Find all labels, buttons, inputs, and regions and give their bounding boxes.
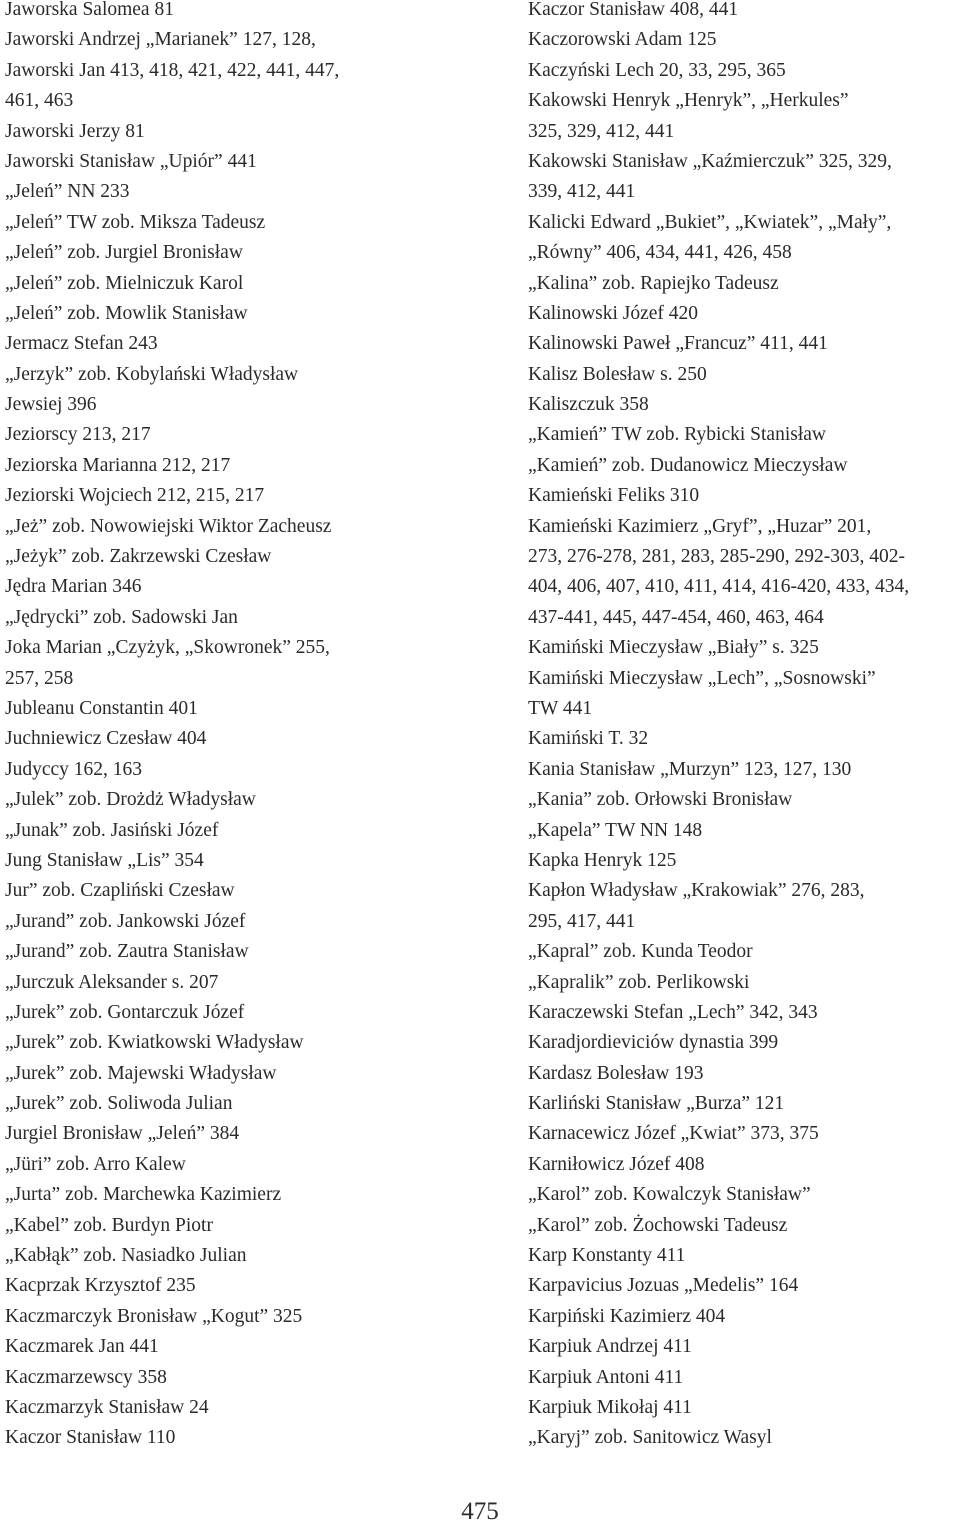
index-entry: Kamiński Mieczysław „Lech”, „Sosnowski” [528,667,876,689]
index-entry: Jaworski Stanisław „Upiór” 441 [5,150,257,172]
index-entry: Karpiuk Andrzej 411 [528,1336,692,1358]
index-left-column [5,0,510,1454]
index-entry: Kamiński Mieczysław „Biały” s. 325 [528,637,819,659]
index-entry: Jurgiel Bronisław „Jeleń” 384 [5,1123,240,1145]
index-entry: Kalisz Bolesław s. 250 [528,363,707,385]
index-entry: „Kapralik” zob. Perlikowski [528,971,750,993]
index-right-column [528,0,958,1454]
index-entry: „Jeleń” TW zob. Miksza Tadeusz [5,211,266,233]
index-entry: Kaliszczuk 358 [528,394,649,416]
index-entry: „Karol” zob. Kowalczyk Stanisław” [528,1184,811,1206]
index-entry: „Kapral” zob. Kunda Teodor [528,941,753,963]
index-entry: Jewsiej 396 [5,394,97,416]
index-entry: „Junak” zob. Jasiński Józef [5,819,219,841]
index-entry: „Jerzyk” zob. Kobylański Władysław [5,363,299,385]
index-entry: Kania Stanisław „Murzyn” 123, 127, 130 [528,758,852,780]
index-entry: „Jurek” zob. Kwiatkowski Władysław [5,1032,304,1054]
index-entry: Jaworski Jan 413, 418, 421, 422, 441, 447, [5,59,340,81]
index-entry: Kacprzak Krzysztof 235 [5,1275,196,1297]
index-entry: „Jeleń” zob. Jurgiel Bronisław [5,242,243,264]
index-entry: „Karol” zob. Żochowski Tadeusz [528,1214,788,1236]
index-entry: „Jeleń” NN 233 [5,181,130,203]
index-entry: Karpiuk Antoni 411 [528,1366,684,1388]
index-entry: 339, 412, 441 [528,181,636,203]
index-entry: Karpiński Kazimierz 404 [528,1305,726,1327]
index-entry: 295, 417, 441 [528,910,636,932]
index-entry: „Kabłąk” zob. Nasiadko Julian [5,1245,247,1267]
index-entry: „Jeleń” zob. Mielniczuk Karol [5,272,244,294]
index-entry: „Jurand” zob. Jankowski Józef [5,910,246,932]
index-entry: Jeziorscy 213, 217 [5,424,151,446]
index-entry: Kaczor Stanisław 408, 441 [528,0,739,20]
index-entry: Karpavicius Jozuas „Medelis” 164 [528,1275,799,1297]
index-entry: „Julek” zob. Drożdż Władysław [5,789,256,811]
index-entry: Kamieński Feliks 310 [528,485,700,507]
index-entry: Karp Konstanty 411 [528,1245,686,1267]
index-entry: „Jurand” zob. Zautra Stanisław [5,941,249,963]
index-entry: Jaworska Salomea 81 [5,0,174,20]
index-entry: Kaczmarzyk Stanisław 24 [5,1396,209,1418]
index-entry: Karnacewicz Józef „Kwiat” 373, 375 [528,1123,819,1145]
index-entry: „Jüri” zob. Arro Kalew [5,1153,186,1175]
index-entry: Kamieński Kazimierz „Gryf”, „Huzar” 201, [528,515,872,537]
index-entry: Kalinowski Paweł „Francuz” 411, 441 [528,333,828,355]
index-entry: Kakowski Stanisław „Kaźmierczuk” 325, 329, [528,150,892,172]
index-entry: Judyccy 162, 163 [5,758,143,780]
index-entry: „Kania” zob. Orłowski Bronisław [528,789,793,811]
index-entry: 404, 406, 407, 410, 411, 414, 416-420, 433, 434, [528,576,910,598]
index-entry: Jędra Marian 346 [5,576,142,598]
index-entry: „Kamień” zob. Dudanowicz Mieczysław [528,454,848,476]
index-entry: „Jeleń” zob. Mowlik Stanisław [5,302,248,324]
index-entry: 461, 463 [5,90,74,112]
index-entry: „Karyj” zob. Sanitowicz Wasyl [528,1427,772,1449]
index-entry: „Jurek” zob. Gontarczuk Józef [5,1001,245,1023]
index-entry: Jaworski Andrzej „Marianek” 127, 128, [5,29,316,51]
index-entry: 437-441, 445, 447-454, 460, 463, 464 [528,606,824,628]
index-entry: Kamiński T. 32 [528,728,649,750]
index-entry: Kapka Henryk 125 [528,849,677,871]
index-entry: Jur” zob. Czapliński Czesław [5,880,235,902]
index-entry: „Jędrycki” zob. Sadowski Jan [5,606,238,628]
index-entry: 325, 329, 412, 441 [528,120,675,142]
index-entry: 273, 276-278, 281, 283, 285-290, 292-303, 402- [528,546,905,568]
index-entry: Jermacz Stefan 243 [5,333,158,355]
index-entry: „Jeżyk” zob. Zakrzewski Czesław [5,546,272,568]
index-entry: Kaczor Stanisław 110 [5,1427,176,1449]
index-entry: „Jurczuk Aleksander s. 207 [5,971,219,993]
index-entry: Karaczewski Stefan „Lech” 342, 343 [528,1001,818,1023]
index-entry: Kaczmarek Jan 441 [5,1336,159,1358]
index-entry: „Kalina” zob. Rapiejko Tadeusz [528,272,779,294]
index-entry: „Kabel” zob. Burdyn Piotr [5,1214,213,1236]
index-entry: Karliński Stanisław „Burza” 121 [528,1093,785,1115]
index-entry: Jeziorski Wojciech 212, 215, 217 [5,485,265,507]
index-entry: Kapłon Władysław „Krakowiak” 276, 283, [528,880,865,902]
index-entry: „Jurta” zob. Marchewka Kazimierz [5,1184,282,1206]
index-entry: Juchniewicz Czesław 404 [5,728,207,750]
index-entry: „Równy” 406, 434, 441, 426, 458 [528,242,792,264]
index-entry: „Jurek” zob. Soliwoda Julian [5,1093,233,1115]
index-entry: Kalinowski Józef 420 [528,302,699,324]
index-entry: Kaczyński Lech 20, 33, 295, 365 [528,59,786,81]
index-entry: Kalicki Edward „Bukiet”, „Kwiatek”, „Mały”, [528,211,892,233]
index-entry: Kaczorowski Adam 125 [528,29,717,51]
index-entry: Kaczmarzewscy 358 [5,1366,167,1388]
index-entry: „Kamień” TW zob. Rybicki Stanisław [528,424,826,446]
index-entry: TW 441 [528,697,593,719]
page-number: 475 [461,1498,499,1525]
index-entry: „Kapela” TW NN 148 [528,819,703,841]
index-entry: Jaworski Jerzy 81 [5,120,145,142]
index-entry: Kardasz Bolesław 193 [528,1062,704,1084]
index-entry: Jeziorska Marianna 212, 217 [5,454,231,476]
index-entry: „Jeż” zob. Nowowiejski Wiktor Zacheusz [5,515,332,537]
index-entry: Jubleanu Constantin 401 [5,697,198,719]
index-entry: Kaczmarczyk Bronisław „Kogut” 325 [5,1305,303,1327]
index-entry: Jung Stanisław „Lis” 354 [5,849,204,871]
index-entry: Joka Marian „Czyżyk, „Skowronek” 255, [5,637,330,659]
index-entry: Karadjordieviciów dynastia 399 [528,1032,779,1054]
index-entry: „Jurek” zob. Majewski Władysław [5,1062,277,1084]
index-entry: Kakowski Henryk „Henryk”, „Herkules” [528,90,849,112]
index-entry: 257, 258 [5,667,74,689]
index-entry: Karpiuk Mikołaj 411 [528,1396,692,1418]
index-entry: Karniłowicz Józef 408 [528,1153,705,1175]
